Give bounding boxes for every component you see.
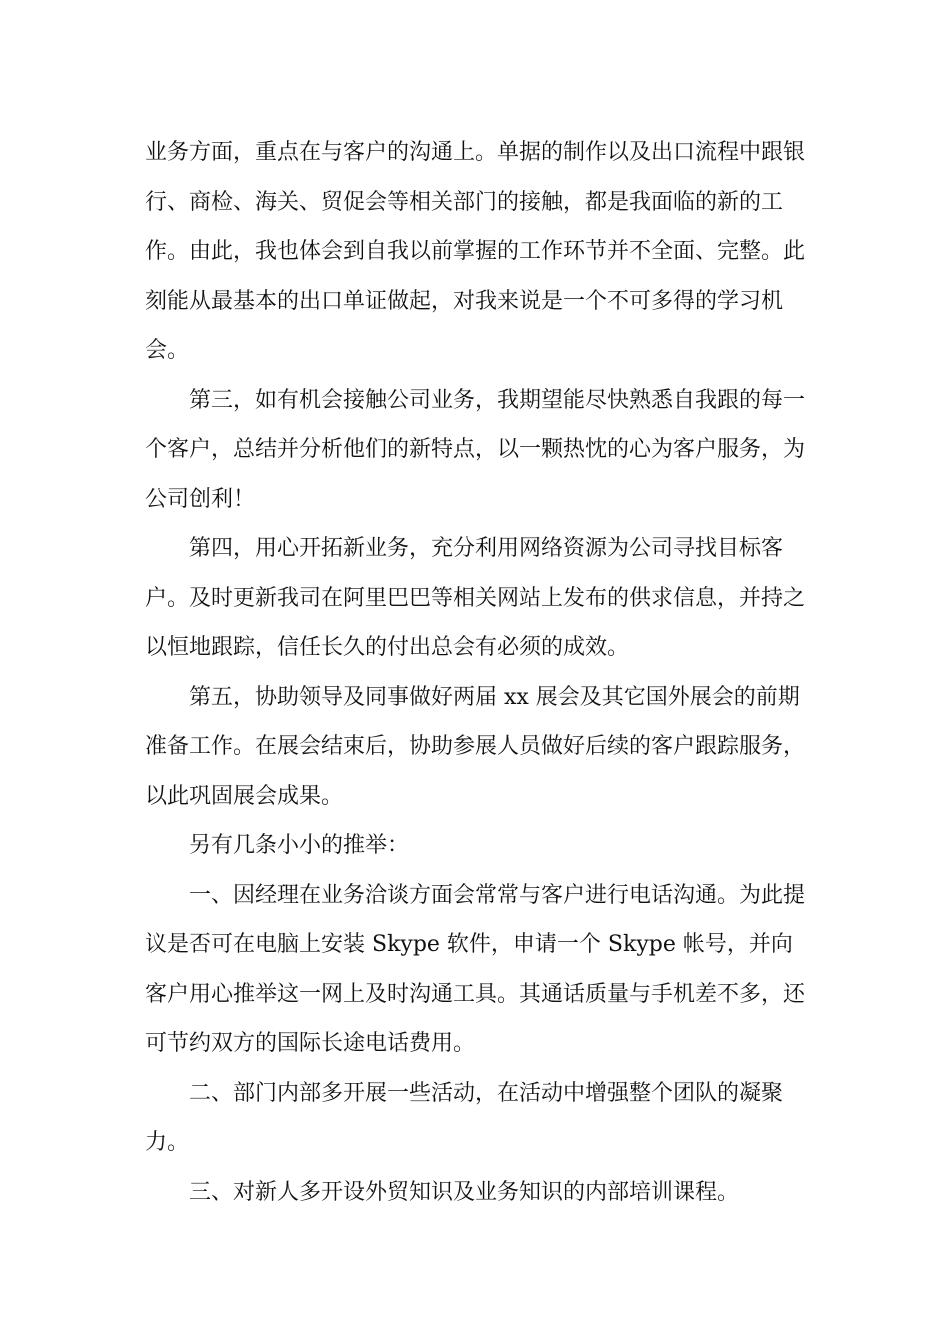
paragraph-suggestion-two: 二、部门内部多开展一些活动，在活动中增强整个团队的凝聚力。 [145,1080,784,1155]
paragraph-fifth-point: 第五，协助领导及同事做好两届 xx 展会及其它国外展会的前期准备工作。在展会结束后，协助参展人员做好后续的客户跟踪服务，以此巩固展会成果。 [145,684,806,809]
paragraph-fourth-point: 第四，用心开拓新业务，充分利用网络资源为公司寻找目标客户。及时更新我司在阿里巴巴等相关网站上发布的供求信息，并持之以恒地跟踪，信任长久的付出总会有必须的成效。 [145,536,806,660]
paragraph-business-continuation: 业务方面，重点在与客户的沟通上。单据的制作以及出口流程中跟银行、商检、海关、贸促会等相关部门的接触，都是我面临的新的工作。由此，我也体会到自我以前掌握的工作环节并不全面、完整。此刻能从最基本的出口单证做起，对我来说是一个不可多得的学习机会。 [145,140,806,363]
paragraph-suggestion-one: 一、因经理在业务洽谈方面会常常与客户进行电话沟通。为此提议是否可在电脑上安装 Skype 软件，申请一个 Skype 帐号，并向客户用心推举这一网上及时沟通工具。其通话质量与手机差不多，还可节约双方的国际长途电话费用。 [145,882,806,1056]
paragraph-suggestions-intro: 另有几条小小的推举： [189,833,410,858]
paragraph-third-point: 第三，如有机会接触公司业务，我期望能尽快熟悉自我跟的每一个客户，总结并分析他们的新特点，以一颗热忱的心为客户服务，为公司创利！ [145,387,806,512]
paragraph-suggestion-three: 三、对新人多开设外贸知识及业务知识的内部培训课程。 [189,1179,740,1205]
